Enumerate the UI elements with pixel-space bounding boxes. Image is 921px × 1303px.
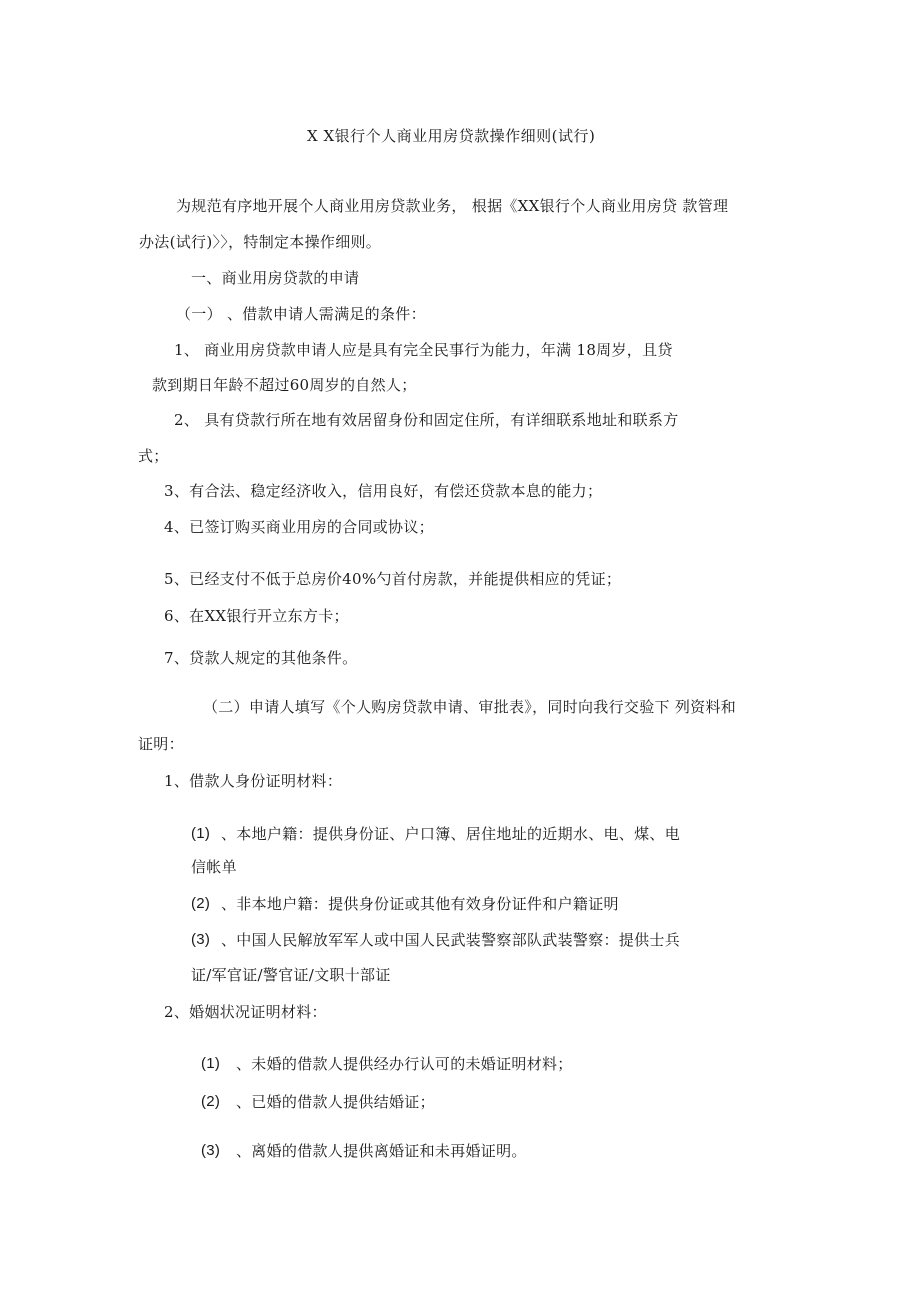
item-1-heading: 1、借款人身份证明材料： [164, 772, 343, 790]
item-2-2-text: 、已婚的借款人提供结婚证； [236, 1093, 435, 1111]
item-2-1-number: (1) [201, 1055, 221, 1072]
condition-1-line-2: 款到期日年龄不超过60周岁的自然人； [152, 376, 417, 394]
condition-1-line-1: 1、 商业用房贷款申请人应是具有完全民事行为能力，年满 18周岁，且贷 [174, 341, 673, 359]
item-1-3-number: (3) [191, 931, 211, 948]
document-title: X X银行个人商业用房贷款操作细则(试行) [307, 127, 596, 145]
item-1-1-number: (1) [191, 825, 211, 842]
condition-4: 4、已签订购买商业用房的合同或协议； [164, 518, 434, 536]
item-1-3-text-line-1: 、中国人民解放军军人或中国人民武装警察部队武装警察：提供士兵 [221, 931, 681, 949]
item-2-3-number: (3) [201, 1142, 221, 1159]
item-2-3-text: 、离婚的借款人提供离婚证和未再婚证明。 [236, 1142, 527, 1160]
item-1-3-text-line-2: 证/军官证/警官证/文职十部证 [191, 966, 391, 984]
condition-7: 7、贷款人规定的其他条件。 [164, 649, 358, 667]
item-2-1-text: 、未婚的借款人提供经办行认可的未婚证明材料； [236, 1055, 573, 1073]
condition-6: 6、在XX银行开立东方卡； [164, 607, 349, 625]
subsection-heading-conditions: （一） 、借款申请人需满足的条件： [176, 305, 426, 323]
intro-paragraph-line-2: 办法(试行)〉〉，特制定本操作细则。 [139, 233, 382, 251]
subsection-2-line-1: （二）申请人填写《个人购房贷款申请、审批表》，同时向我行交验下 列资料和 [203, 698, 737, 716]
subsection-2-line-2: 证明： [138, 735, 184, 753]
condition-3: 3、有合法、稳定经济收入，信用良好，有偿还贷款本息的能力； [164, 482, 603, 500]
item-1-2-text: 、非本地户籍：提供身份证或其他有效身份证件和户籍证明 [221, 895, 619, 913]
section-heading-application: 一、商业用房贷款的申请 [191, 269, 360, 287]
item-1-1-text-line-2: 信帐单 [191, 858, 237, 876]
item-1-1-text-line-1: 、本地户籍：提供身份证、户口簿、居住地址的近期水、电、煤、电 [221, 825, 681, 843]
intro-paragraph-line-1: 为规范有序地开展个人商业用房贷款业务， 根据《XX银行个人商业用房贷 款管理 [176, 197, 729, 215]
item-1-2-number: (2) [191, 895, 211, 912]
condition-2-line-2: 式； [138, 447, 169, 465]
condition-5: 5、已经支付不低于总房价40%勺首付房款，并能提供相应的凭证； [164, 570, 622, 588]
condition-2-line-1: 2、 具有贷款行所在地有效居留身份和固定住所，有详细联系地址和联系方 [174, 411, 679, 429]
item-2-2-number: (2) [201, 1093, 221, 1110]
item-2-heading: 2、婚姻状况证明材料： [164, 1003, 327, 1021]
